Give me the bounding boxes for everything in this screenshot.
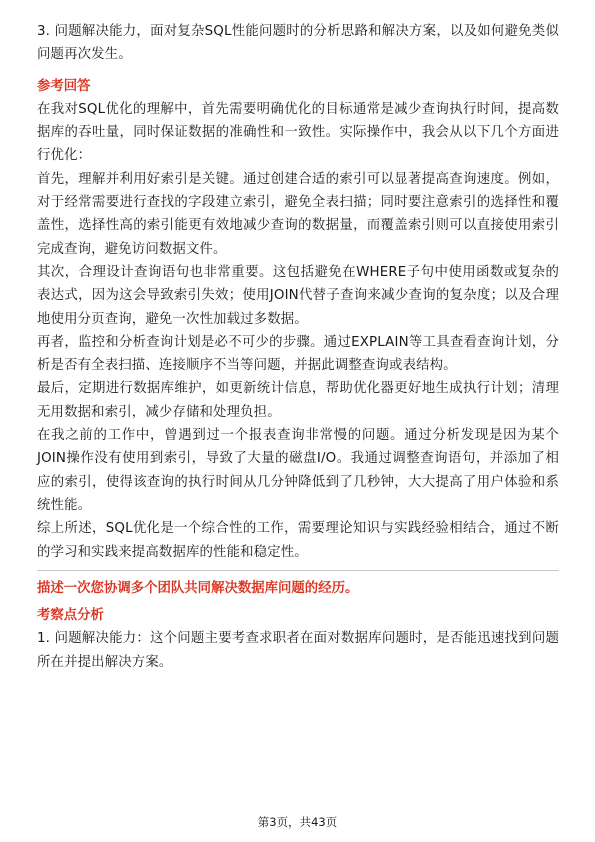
spacer	[37, 67, 559, 75]
answer-paragraph: 在我之前的工作中，曾遇到过一个报表查询非常慢的问题。通过分析发现是因为某个JOIN操作没有使用到索引，导致了大量的磁盘I/O。我通过调整查询语句，并添加了相应的索引，使得该查询的执行时间从几分钟降低到了几秒钟，大大提高了用户体验和系统性能。	[37, 428, 559, 513]
answer-paragraph: 在我对SQL优化的理解中，首先需要明确优化的目标通常是减少查询执行时间，提高数据库的吞吐量，同时保证数据的准确性和一致性。实际操作中，我会从以下几个方面进行优化：	[37, 101, 559, 164]
reference-answer-heading: 参考回答	[37, 78, 91, 94]
answer-continuation-paragraph: 3. 问题解决能力，面对复杂SQL性能问题时的分析思路和解决方案，以及如何避免类似问题再次发生。	[37, 24, 559, 63]
answer-paragraph: 其次，合理设计查询语句也非常重要。这包括避免在WHERE子句中使用函数或复杂的表达式，因为这会导致索引失效；使用JOIN代替子查询来减少查询的复杂度；以及合理地使用分页查询，避免一次性加载过多数据。	[37, 264, 559, 327]
answer-paragraph: 首先，理解并利用好索引是关键。通过创建合适的索引可以显著提高查询速度。例如，对于经常需要进行查找的字段建立索引，避免全表扫描；同时要注意索引的选择性和覆盖性，选择性高的索引能更有效地减少查询的数据量，而覆盖索引则可以直接使用索引完成查询，避免访问数据文件。	[37, 171, 559, 257]
document-page	[37, 20, 559, 674]
answer-paragraph: 最后，定期进行数据库维护，如更新统计信息，帮助优化器更好地生成执行计划；清理无用数据和索引，减少存储和处理负担。	[37, 381, 559, 420]
question-title: 描述一次您协调多个团队共同解决数据库问题的经历。	[37, 580, 359, 596]
page-number-footer: 第3页，共43页	[257, 815, 338, 829]
analysis-heading: 考察点分析	[37, 608, 104, 624]
analysis-paragraph: 1. 问题解决能力：这个问题主要考查求职者在面对数据库问题时，是否能迅速找到问题所在并提出解决方案。	[37, 631, 559, 670]
answer-paragraph: 综上所述，SQL优化是一个综合性的工作，需要理论知识与实践经验相结合，通过不断的学习和实践来提高数据库的性能和稳定性。	[37, 521, 559, 560]
section-divider	[37, 570, 559, 571]
answer-paragraph: 再者，监控和分析查询计划是必不可少的步骤。通过EXPLAIN等工具查看查询计划，分析是否有全表扫描、连接顺序不当等问题，并据此调整查询或表结构。	[37, 334, 559, 374]
